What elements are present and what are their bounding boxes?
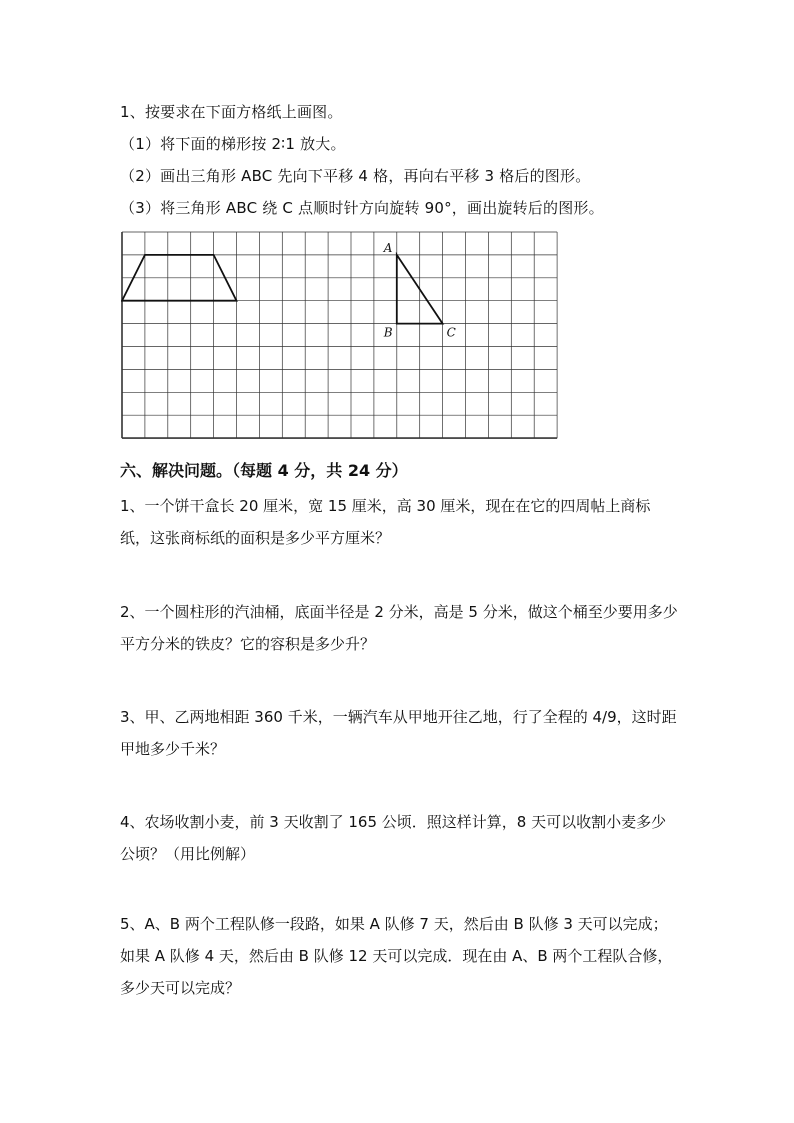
point-label-c: C <box>446 325 456 340</box>
drawing-task-item-3: （3）将三角形 ABC 绕 C 点顺时针方向旋转 90°，画出旋转后的图形。 <box>120 199 604 217</box>
section-heading: 六、解决问题。（每题 4 分，共 24 分） <box>120 461 408 480</box>
problem-1: 1、一个饼干盒长 20 厘米，宽 15 厘米，高 30 厘米，现在在它的四周帖上商标纸，这张商标纸的面积是多少平方厘米？ <box>120 497 651 547</box>
graph-paper-grid <box>121 231 561 443</box>
problem-2: 2、一个圆柱形的汽油桶，底面半径是 2 分米，高是 5 分米，做这个桶至少要用多少平方分米的铁皮？它的容积是多少升？ <box>120 603 678 653</box>
problem-4: 4、农场收割小麦，前 3 天收割了 165 公顷．照这样计算，8 天可以收割小麦多少公顷？（用比例解） <box>120 813 667 863</box>
point-label-a: A <box>383 240 393 255</box>
drawing-task-title: 1、按要求在下面方格纸上画图。 <box>120 103 343 121</box>
problem-5: 5、A、B 两个工程队修一段路，如果 A 队修 7 天，然后由 B 队修 3 天可以完成；如果 A 队修 4 天，然后由 B 队修 12 天可以完成．现在由 A、B 两个工程队合修，多少天可以完成？ <box>120 915 673 997</box>
drawing-task-item-2: （2）画出三角形 ABC 先向下平移 4 格，再向右平移 3 格后的图形。 <box>120 167 591 185</box>
drawing-task-item-1: （1）将下面的梯形按 2∶1 放大。 <box>120 135 346 153</box>
problem-3: 3、甲、乙两地相距 360 千米，一辆汽车从甲地开往乙地，行了全程的 4/9，这时距甲地多少千米？ <box>120 708 677 758</box>
point-label-b: B <box>383 325 393 340</box>
